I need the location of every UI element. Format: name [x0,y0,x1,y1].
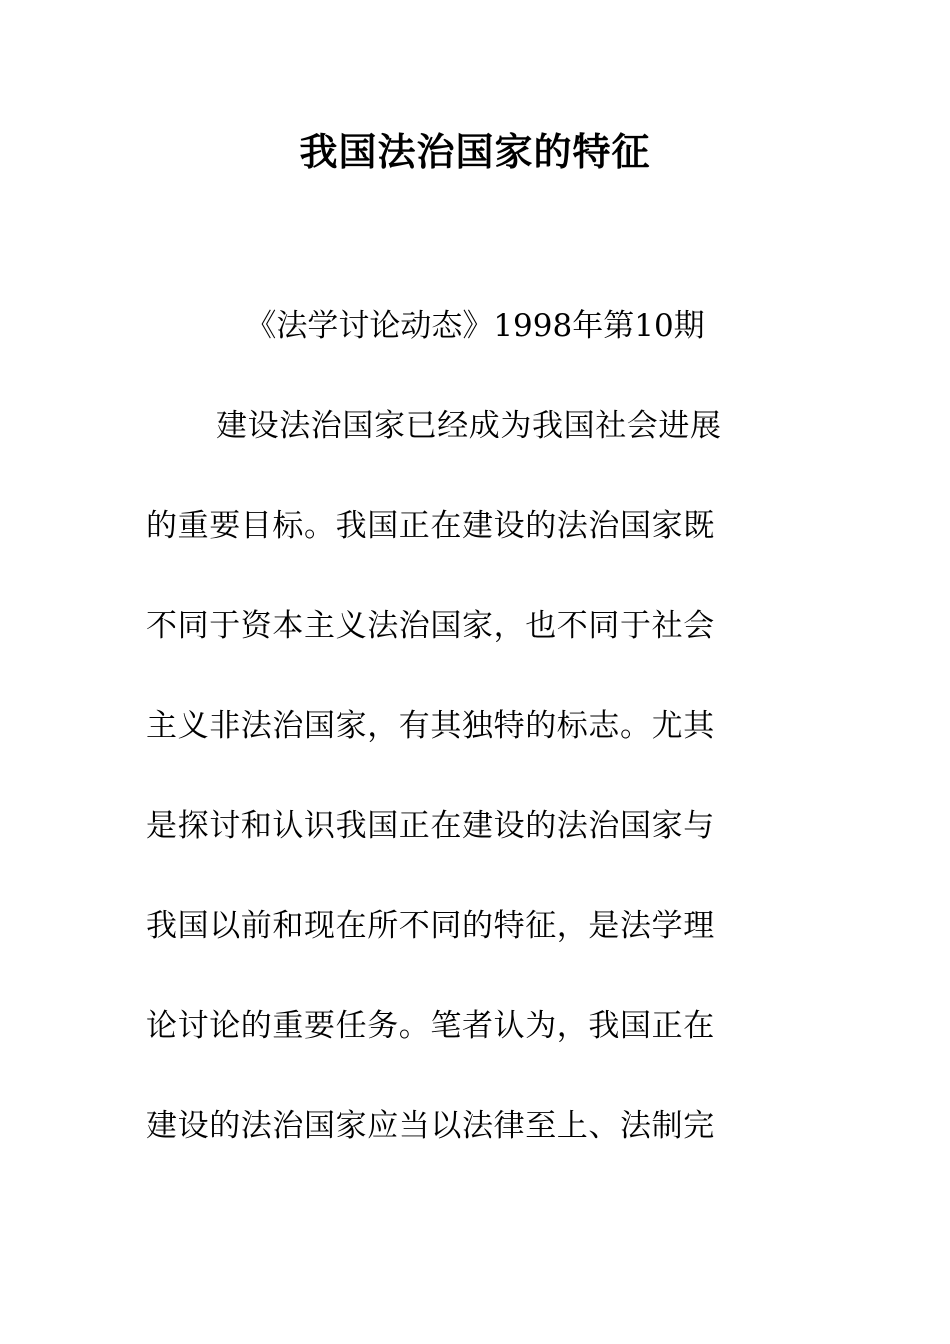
paragraph-line: 论讨论的重要任务。笔者认为，我国正在 [146,1008,715,1044]
paragraph-line: 建设法治国家已经成为我国社会进展 [216,408,722,444]
paragraph-line: 建设的法治国家应当以法律至上、法制完 [146,1108,715,1144]
paragraph-line: 是探讨和认识我国正在建设的法治国家与 [146,808,715,844]
paragraph-line: 的重要目标。我国正在建设的法治国家既 [146,508,715,544]
source-citation: 《法学讨论动态》1998年第10期 [245,308,705,344]
page-title: 我国法治国家的特征 [299,130,651,174]
paragraph-line: 我国以前和现在所不同的特征，是法学理 [146,908,715,944]
paragraph-line: 主义非法治国家，有其独特的标志。尤其 [146,708,715,744]
paragraph-line: 不同于资本主义法治国家，也不同于社会 [146,608,715,644]
